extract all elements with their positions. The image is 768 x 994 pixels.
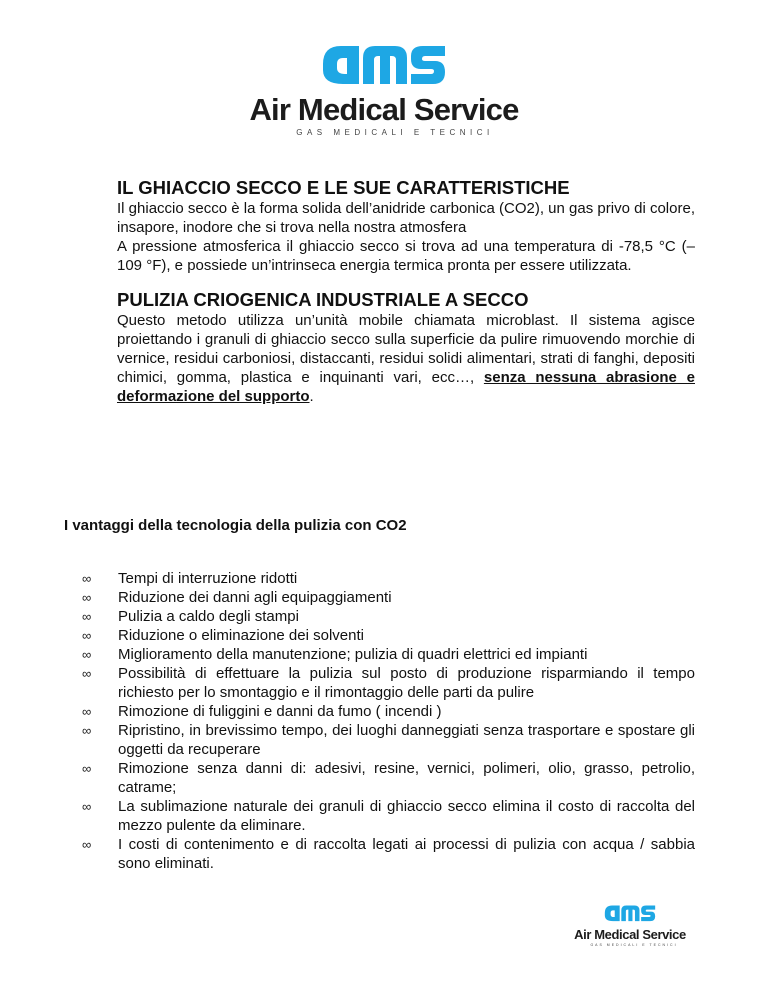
- section2-emphasis: senza nessuna abrasione e deformazione del supporto: [117, 369, 695, 405]
- infinity-bullet-icon: ∞: [82, 837, 92, 852]
- footer-company-name: Air Medical Service: [574, 927, 686, 942]
- document-body: [117, 170, 695, 406]
- infinity-bullet-icon: ∞: [82, 628, 92, 643]
- list-item: ∞ Riduzione dei danni agli equipaggiamenti: [82, 589, 392, 606]
- list-item: ∞ Pulizia a caldo degli stampi: [82, 608, 299, 625]
- list-item: ∞ Riduzione o eliminazione dei solventi: [82, 627, 364, 644]
- list-item: ∞ Ripristino, in brevissimo tempo, dei luoghi danneggiati senza trasportare e spostare gli oggetti da recuperare: [82, 722, 695, 758]
- list-item: ∞ Miglioramento della manutenzione; pulizia di quadri elettrici ed impianti: [82, 646, 588, 663]
- ams-logo-mark-small: [604, 903, 656, 922]
- ams-logo-mark: [321, 40, 447, 86]
- infinity-bullet-icon: ∞: [82, 590, 92, 605]
- section1-para2: A pressione atmosferica il ghiaccio secco si trova ad una temperatura di -78,5 °C (–109 °F), e possiede un’intrinseca energia termica pronta per essere utilizzata.: [117, 238, 695, 274]
- advantages-title: I vantaggi della tecnologia della pulizia con CO2: [64, 517, 407, 534]
- infinity-bullet-icon: ∞: [82, 571, 92, 586]
- company-name: Air Medical Service: [249, 92, 519, 127]
- section2-paragraph: [117, 311, 695, 406]
- section2-title: PULIZIA CRIOGENICA INDUSTRIALE A SECCO: [117, 289, 529, 310]
- infinity-bullet-icon: ∞: [82, 609, 92, 624]
- infinity-bullet-icon: ∞: [82, 761, 92, 776]
- list-item: ∞ Possibilità di effettuare la pulizia sul posto di produzione risparmiando il tempo richiesto per lo smontaggio e il rimontaggio delle parti da pulire: [82, 665, 695, 701]
- infinity-bullet-icon: ∞: [82, 723, 92, 738]
- section2-end: .: [309, 388, 314, 405]
- infinity-bullet-icon: ∞: [82, 666, 92, 681]
- company-tagline: GAS MEDICALI E TECNICI: [296, 128, 494, 137]
- infinity-bullet-icon: ∞: [82, 704, 92, 719]
- list-item: ∞ Rimozione di fuliggini e danni da fumo ( incendi ): [82, 703, 442, 720]
- infinity-bullet-icon: ∞: [82, 799, 92, 814]
- infinity-bullet-icon: ∞: [82, 647, 92, 662]
- section1-para1: Il ghiaccio secco è la forma solida dell’anidride carbonica (CO2), un gas privo di colore, insapore, inodore che si trova nella nostra atmosfera: [117, 200, 695, 236]
- section1-title: IL GHIACCIO SECCO E LE SUE CARATTERISTICHE: [117, 177, 570, 198]
- footer-logo: [565, 903, 695, 947]
- advantages-list: [82, 569, 695, 873]
- list-item: ∞ I costi di contenimento e di raccolta legati ai processi di pulizia con acqua / sabbia sono eliminati.: [82, 836, 695, 872]
- section1-paragraph: [117, 199, 695, 275]
- list-item: ∞ Tempi di interruzione ridotti: [82, 570, 298, 587]
- header-logo: [0, 40, 768, 137]
- list-item: ∞ Rimozione senza danni di: adesivi, resine, vernici, polimeri, olio, grasso, petrolio, catrame;: [82, 760, 695, 796]
- section2-text: Questo metodo utilizza un’unità mobile chiamata microblast. Il sistema agisce proiettando i granuli di ghiaccio secco sulla superficie da pulire rimuovendo morchie di vernice, residui carboniosi, distaccanti, residui solidi alimentari, strati di fanghi, depositi chimici, gomma, plastica e inquinanti vari, ecc…,: [117, 312, 695, 386]
- footer-company-tagline: GAS MEDICALI E TECNICI: [590, 943, 678, 947]
- list-item: ∞ La sublimazione naturale dei granuli di ghiaccio secco elimina il costo di raccolta del mezzo pulente da eliminare.: [82, 798, 695, 834]
